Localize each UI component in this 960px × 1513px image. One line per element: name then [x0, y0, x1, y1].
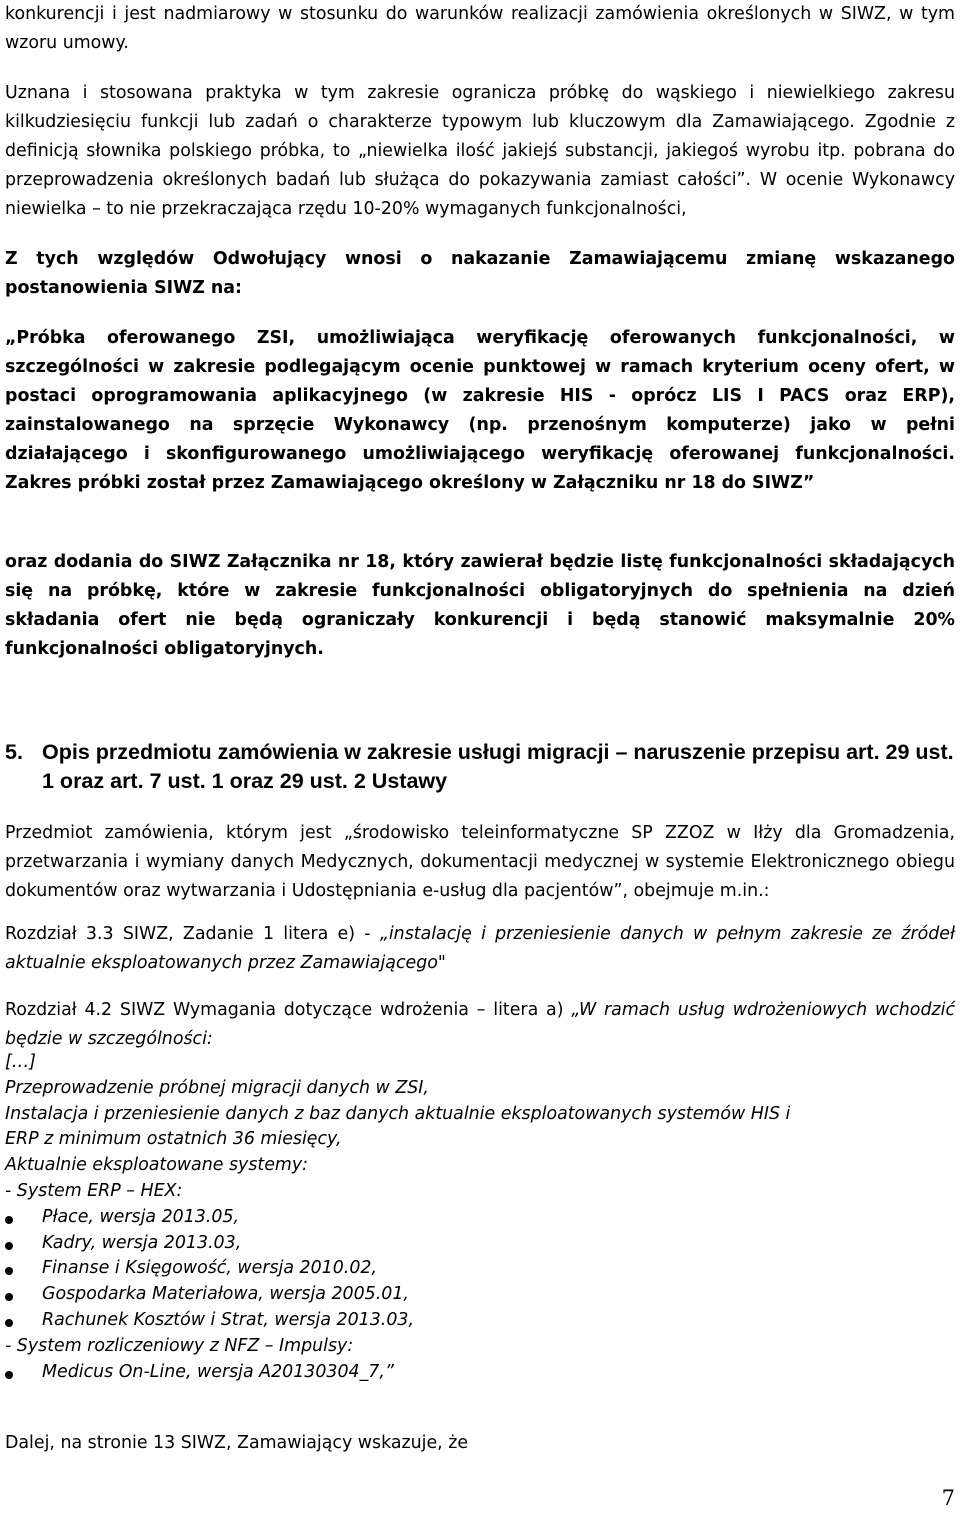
- nfz-system-line: - System rozliczeniowy z NFZ – Impulsy:: [5, 1335, 354, 1356]
- paragraph-proposed-wording: „Próbka oferowanego ZSI, umożliwiająca weryfikację oferowanych funkcjonalności, w szczególności w zakresie podlegającym ocenie punktowej w ramach kryterium oceny ofert, w postaci oprogramowania aplikacyjnego (w zakresie HIS - oprócz LIS I PACS oraz ERP), zainstalowanego na sprzęcie Wykonawcy (np. przenośnym komputerze) jako w pełni działającego i skonfigurowanego umożliwiającego weryfikację oferowanej funkcjonalności. Zakres próbki został przez Zamawiającego określony w Załączniku nr 18 do SIWZ”: [5, 328, 955, 493]
- paragraph-sample-practice: Uznana i stosowana praktyka w tym zakresie ogranicza próbkę do wąskiego i niewielkiego zakresu kilkudziesięciu funkcji lub zadań o charakterze typowym lub kluczowym dla Zamawiającego. Zgodnie z definicją słownika polskiego próbka, to „niewielka ilość jakiejś substancji, jakiegoś wyrobu itp. pobrana do przeprowadzenia określonych badań lub służąca do pokazywania zamiast całości”. W ocenie Wykonawcy niewielka – to nie przekraczająca rzędu 10-20% wymaganych funkcjonalności,: [5, 83, 955, 219]
- nfz-module-list: [5, 1360, 955, 1386]
- migration-line: Przeprowadzenie próbnej migracji danych w ZSI,: [5, 1077, 429, 1098]
- paragraph-chapter-4-2: [5, 996, 955, 1054]
- paragraph-chapter-3-3: [5, 920, 955, 978]
- list-item: Rachunek Kosztów i Strat, wersja 2013.03,: [5, 1308, 955, 1334]
- section-title: Opis przedmiotu zamówienia w zakresie usługi migracji – naruszenie przepisu art. 29 ust. 1 oraz art. 7 ust. 1 oraz 29 ust. 2 Ustawy: [42, 740, 954, 793]
- install-line: Instalacja i przeniesienie danych z baz danych aktualnie eksploatowanych systemów HIS i: [5, 1103, 791, 1124]
- chapter-3-3-quote: „instalację i przeniesienie danych w pełnym zakresie ze źródeł aktualnie eksploatowanych przez Zamawiającego": [5, 924, 955, 973]
- paragraph-subject: Przedmiot zamówienia, którym jest „środowisko teleinformatyczne SP ZZOZ w Iłży dla Gromadzenia, przetwarzania i wymiany danych Medycznych, dokumentacji medycznej w systemie Elektronicznego obiegu dokumentów oraz wytwarzania i Udostępniania e-usług dla pacjentów”, obejmuje m.in.:: [5, 823, 955, 901]
- chapter-3-3-ref: Rozdział 3.3 SIWZ, Zadanie 1 litera e) -: [5, 924, 380, 944]
- section-number: 5.: [5, 740, 23, 764]
- paragraph-intro: konkurencji i jest nadmiarowy w stosunku do warunków realizacji zamówienia określonych w SIWZ, w tym wzoru umowy.: [5, 4, 955, 53]
- list-item: Gospodarka Materiałowa, wersja 2005.01,: [5, 1282, 955, 1308]
- erp-module-list: [5, 1205, 955, 1334]
- list-item: Finanse i Księgowość, wersja 2010.02,: [5, 1256, 955, 1282]
- section-heading-5: [5, 738, 955, 796]
- paragraph-page-13: Dalej, na stronie 13 SIWZ, Zamawiający wskazuje, że: [5, 1433, 469, 1453]
- paragraph-request: Z tych względów Odwołujący wnosi o nakazanie Zamawiającemu zmianę wskazanego postanowienia SIWZ na:: [5, 249, 955, 298]
- erp-period-line: ERP z minimum ostatnich 36 miesięcy,: [5, 1129, 342, 1150]
- current-systems-line: Aktualnie eksploatowane systemy:: [5, 1155, 308, 1176]
- chapter-4-2-quote: „W ramach usług wdrożeniowych wchodzić będzie w szczególności:: [5, 1000, 956, 1049]
- erp-system-line: - System ERP – HEX:: [5, 1180, 183, 1201]
- page-number: 7: [941, 1486, 955, 1510]
- list-item: Medicus On-Line, wersja A20130304_7,”: [5, 1360, 955, 1386]
- list-item: Płace, wersja 2013.05,: [5, 1205, 955, 1231]
- list-item: Kadry, wersja 2013.03,: [5, 1231, 955, 1257]
- ellipsis-line: […]: [5, 1052, 36, 1072]
- migration-requirements: [5, 1050, 955, 1385]
- chapter-4-2-ref: Rozdział 4.2 SIWZ Wymagania dotyczące wdrożenia – litera a): [5, 1000, 572, 1020]
- paragraph-attachment-18: oraz dodania do SIWZ Załącznika nr 18, który zawierał będzie listę funkcjonalności składających się na próbkę, które w zakresie funkcjonalności obligatoryjnych do spełnienia na dzień składania ofert nie będą ograniczały konkurencji i będą stanowić maksymalnie 20% funkcjonalności obligatoryjnych.: [5, 552, 955, 659]
